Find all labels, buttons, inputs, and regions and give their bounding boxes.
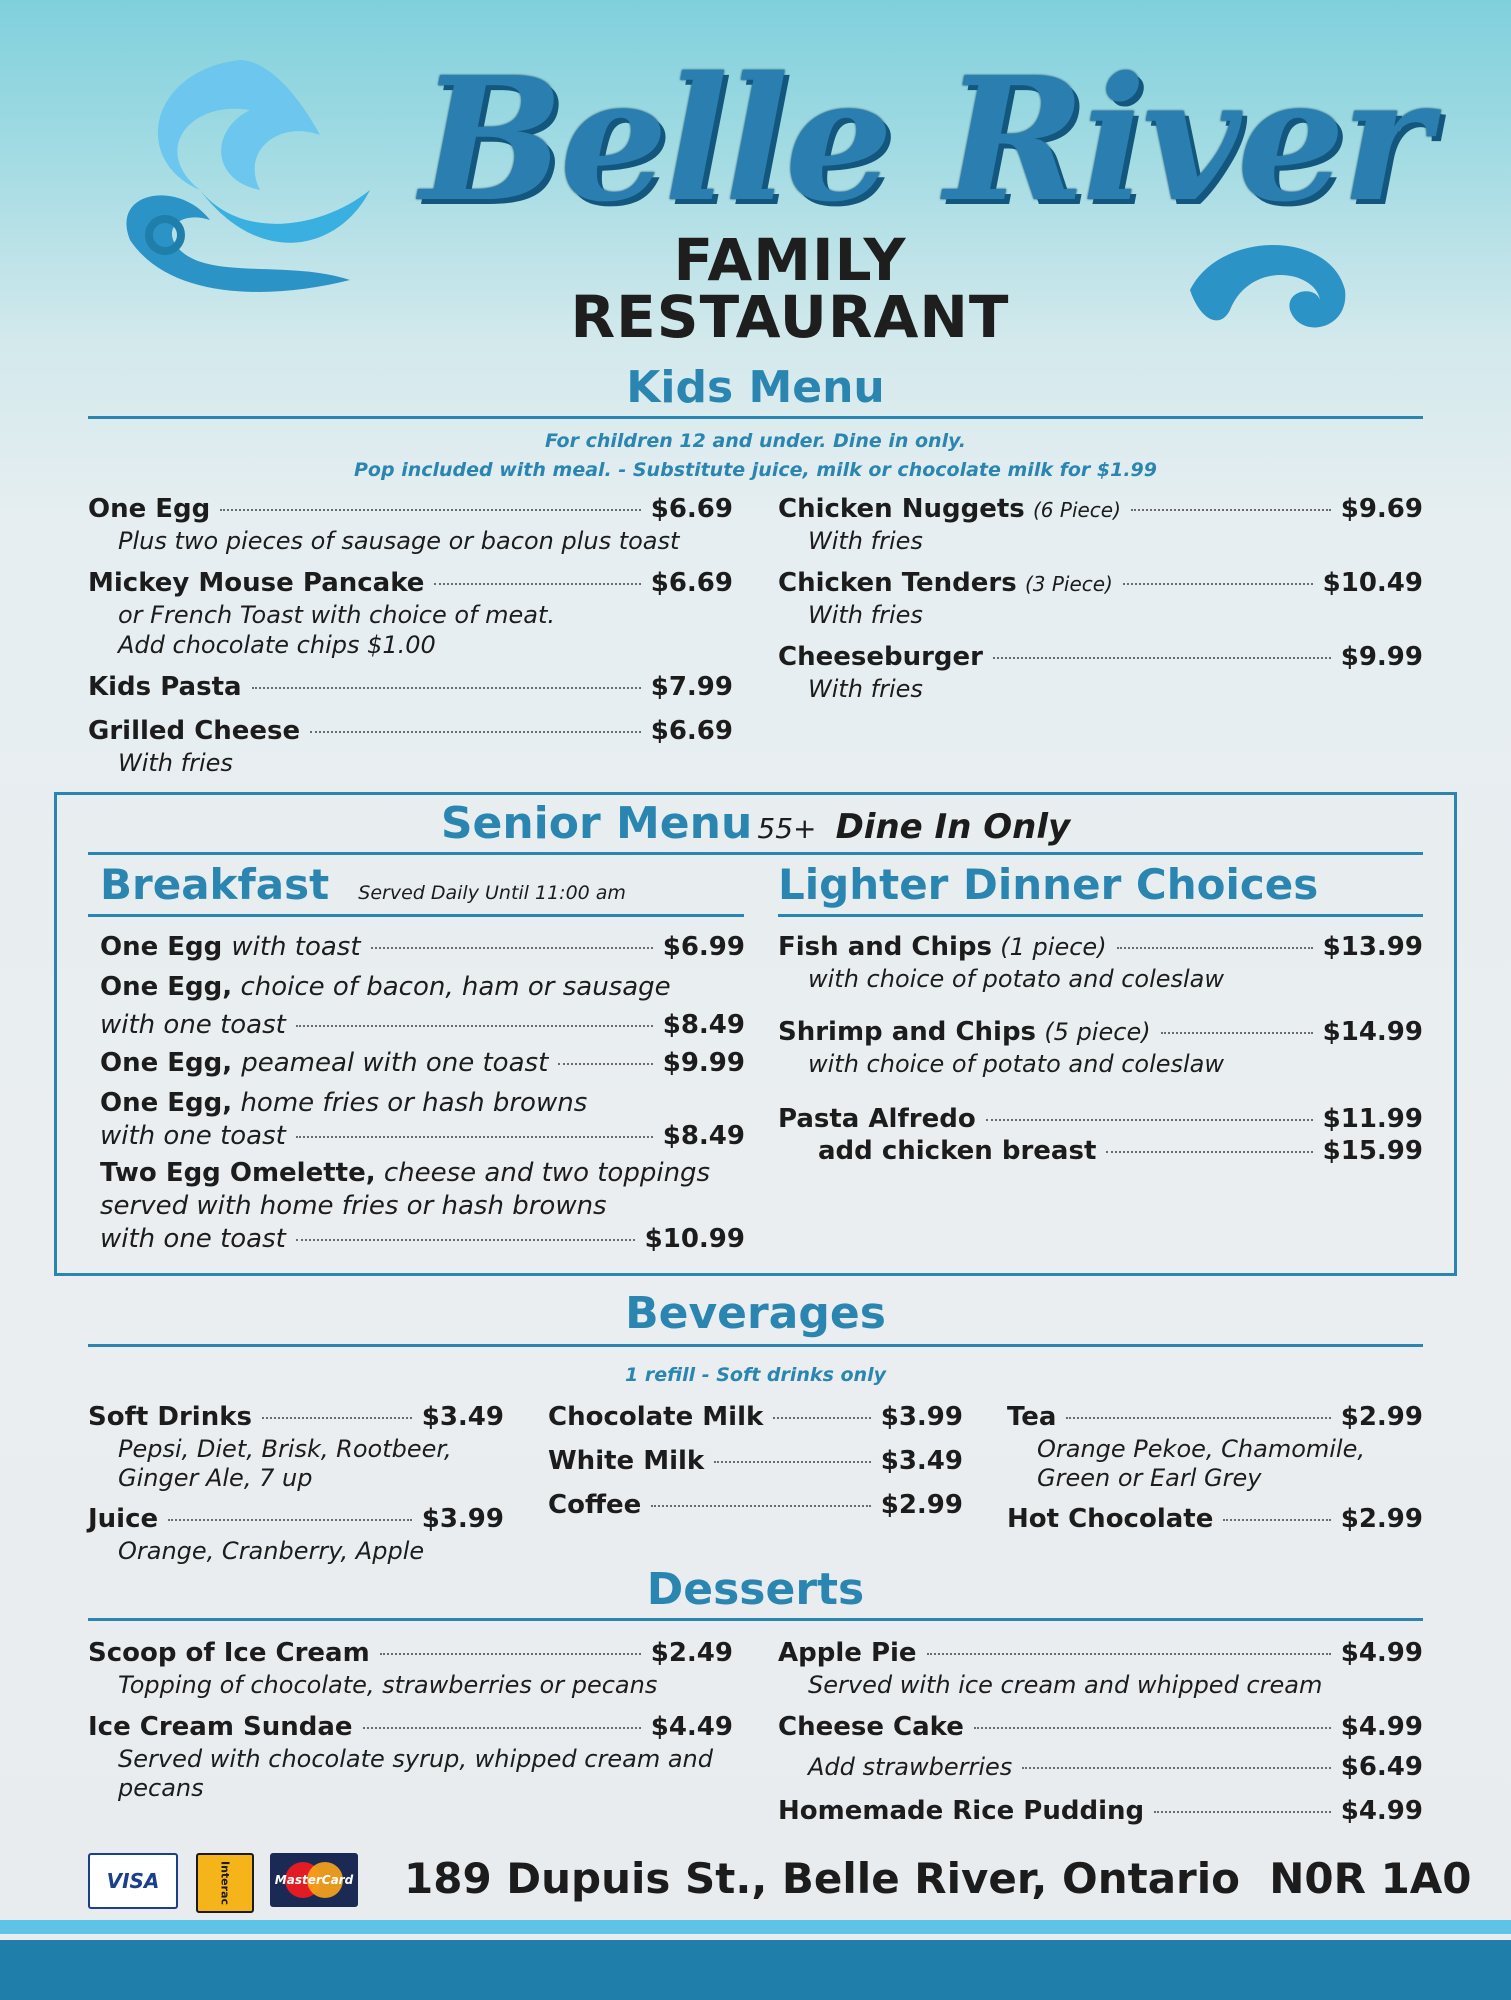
item-qty: (6 Piece) (1033, 498, 1121, 522)
item-name: Add strawberries (808, 1753, 1013, 1781)
item-description: With fries (118, 749, 233, 777)
bev-juice (88, 1504, 504, 1534)
item-price: $13.99 (1322, 932, 1423, 962)
item-price: $6.49 (1340, 1752, 1423, 1782)
item-description: Add chocolate chips $1.00 (118, 631, 436, 659)
item-description: Served with chocolate syrup, whipped cream and (118, 1745, 713, 1773)
senior-menu-rule (88, 852, 1423, 855)
item-description: With fries (808, 527, 923, 555)
item-description: Pepsi, Diet, Brisk, Rootbeer, (118, 1435, 452, 1463)
interac-card-icon: Interac (196, 1853, 254, 1913)
beverages-title: Beverages (625, 1288, 886, 1339)
wave-swirl-icon (90, 40, 450, 320)
dessert-sundae (88, 1712, 733, 1742)
item-name: Mickey Mouse Pancake (88, 568, 425, 598)
item-name: Shrimp and Chips (778, 1017, 1037, 1047)
item-price: $2.49 (650, 1638, 733, 1668)
item-price: $7.99 (650, 672, 733, 702)
item-price: $4.99 (1340, 1712, 1423, 1742)
leader-dots (296, 1239, 635, 1241)
item-name: Tea (1007, 1402, 1057, 1432)
kids-note-1: For children 12 and under. Dine in only. (545, 430, 966, 452)
item-name: Chocolate Milk (548, 1402, 764, 1432)
item-name: Pasta Alfredo (778, 1104, 976, 1134)
item-description: Plus two pieces of sausage or bacon plus toast (118, 527, 680, 555)
breakfast-item-one-egg-toast (100, 932, 745, 962)
bev-hot-chocolate (1007, 1504, 1423, 1534)
beverages-rule (88, 1344, 1423, 1347)
leader-dots (974, 1727, 1331, 1729)
item-price: $3.99 (880, 1402, 963, 1432)
bev-chocolate-milk (548, 1402, 963, 1432)
senior-dine-in: Dine In Only (835, 807, 1071, 847)
breakfast-item-omelette-line: Two Egg Omelette, cheese and two toppings (100, 1158, 711, 1188)
item-price: $8.49 (662, 1121, 745, 1151)
item-price: $2.99 (880, 1490, 963, 1520)
leader-dots (1161, 1032, 1313, 1034)
leader-dots (1066, 1417, 1330, 1419)
breakfast-item-omelette-line2: served with home fries or hash browns (100, 1191, 607, 1221)
leader-dots (371, 947, 653, 949)
logo-restaurant: RESTAURANT (570, 283, 1010, 351)
dessert-rice-pudding (778, 1796, 1423, 1826)
item-name: Apple Pie (778, 1638, 917, 1668)
leader-dots (310, 731, 641, 733)
leader-dots (993, 657, 1331, 659)
leader-dots (651, 1505, 870, 1507)
item-line2: with one toast (100, 1010, 286, 1040)
dinner-item-shrimp (778, 1017, 1423, 1047)
footer-band (0, 1940, 1511, 2000)
logo-script-title: Belle River (420, 40, 1427, 240)
item-description: or French Toast with choice of meat. (118, 601, 556, 629)
leader-dots (296, 1025, 653, 1027)
item-price: $2.99 (1340, 1402, 1423, 1432)
item-price: $4.99 (1340, 1638, 1423, 1668)
item-description: Orange Pekoe, Chamomile, (1037, 1435, 1365, 1463)
senior-menu-title: Senior Menu (440, 798, 753, 849)
item-price: $10.49 (1322, 568, 1423, 598)
leader-dots (363, 1727, 641, 1729)
bev-soft-drinks (88, 1402, 504, 1432)
leader-dots (714, 1461, 871, 1463)
item-price: $8.49 (662, 1010, 745, 1040)
wave-curl-right-icon (1180, 230, 1360, 350)
breakfast-served: Served Daily Until 11:00 am (358, 882, 626, 904)
item-name: Cheeseburger (778, 642, 983, 672)
desserts-title: Desserts (646, 1564, 865, 1615)
item-name: Coffee (548, 1490, 642, 1520)
leader-dots (1117, 947, 1313, 949)
item-price: $9.99 (662, 1048, 745, 1078)
item-price: $6.69 (650, 568, 733, 598)
breakfast-heading (100, 860, 626, 909)
item-name: One Egg, peameal with one toast (100, 1048, 549, 1078)
dinner-item-fish (778, 932, 1423, 962)
kids-item-cheeseburger (778, 642, 1423, 672)
item-qty: (5 piece) (1044, 1018, 1151, 1046)
leader-dots (927, 1653, 1331, 1655)
item-name: Grilled Cheese (88, 716, 301, 746)
item-price: $3.99 (421, 1504, 504, 1534)
leader-dots (434, 583, 640, 585)
item-name: Homemade Rice Pudding (778, 1796, 1145, 1826)
item-price: $9.69 (1340, 494, 1423, 524)
kids-menu-title: Kids Menu (626, 362, 885, 413)
footer-band-light (0, 1920, 1511, 1934)
leader-dots (1131, 509, 1331, 511)
item-price: $6.99 (662, 932, 745, 962)
beverages-note: 1 refill - Soft drinks only (625, 1364, 886, 1386)
kids-item-nuggets (778, 494, 1423, 524)
bev-white-milk (548, 1446, 963, 1476)
item-name: add chicken breast (818, 1136, 1097, 1166)
desserts-rule (88, 1618, 1423, 1621)
kids-item-one-egg (88, 494, 733, 524)
dinner-item-alfredo (778, 1104, 1423, 1134)
item-description: Ginger Ale, 7 up (118, 1464, 313, 1492)
item-name: Chicken Tenders (778, 568, 1017, 598)
item-description: With fries (808, 675, 923, 703)
leader-dots (1154, 1811, 1331, 1813)
leader-dots (1123, 583, 1313, 585)
item-name: Ice Cream Sundae (88, 1712, 353, 1742)
item-line3: with one toast (100, 1224, 286, 1254)
item-price: $11.99 (1322, 1104, 1423, 1134)
item-price: $9.99 (1340, 642, 1423, 672)
breakfast-rule (88, 914, 744, 917)
item-price: $3.49 (421, 1402, 504, 1432)
kids-note-2: Pop included with meal. - Substitute juice, milk or chocolate milk for $1.99 (354, 459, 1157, 481)
leader-dots (1022, 1767, 1330, 1769)
item-description: with choice of potato and coleslaw (808, 965, 1225, 993)
leader-dots (220, 509, 640, 511)
mastercard-icon: MasterCard (270, 1853, 358, 1907)
item-name: Juice (88, 1504, 159, 1534)
breakfast-item-homefries (100, 1121, 745, 1151)
kids-item-tenders (778, 568, 1423, 598)
item-name: Hot Chocolate (1007, 1504, 1214, 1534)
item-price: $14.99 (1322, 1017, 1423, 1047)
item-line2: with one toast (100, 1121, 286, 1151)
item-description: With fries (808, 601, 923, 629)
item-price: $2.99 (1340, 1504, 1423, 1534)
senior-menu-heading (0, 798, 1511, 849)
item-price: $6.69 (650, 494, 733, 524)
kids-item-mickey-pancake (88, 568, 733, 598)
item-name: Kids Pasta (88, 672, 242, 702)
item-name: Scoop of Ice Cream (88, 1638, 370, 1668)
leader-dots (252, 687, 641, 689)
item-name: One Egg with toast (100, 932, 361, 962)
dessert-apple-pie (778, 1638, 1423, 1668)
item-price: $15.99 (1322, 1136, 1423, 1166)
dessert-scoop (88, 1638, 733, 1668)
item-description: Orange, Cranberry, Apple (118, 1537, 425, 1565)
leader-dots (773, 1417, 870, 1419)
leader-dots (262, 1417, 412, 1419)
leader-dots (986, 1119, 1313, 1121)
senior-age: 55+ (757, 812, 817, 845)
item-name: White Milk (548, 1446, 705, 1476)
breakfast-item-homefries-line: One Egg, home fries or hash browns (100, 1088, 588, 1118)
item-description: Green or Earl Grey (1037, 1464, 1262, 1492)
breakfast-item-omelette (100, 1224, 745, 1254)
leader-dots (168, 1519, 412, 1521)
item-name: Cheese Cake (778, 1712, 964, 1742)
item-name: Chicken Nuggets (778, 494, 1025, 524)
leader-dots (558, 1063, 652, 1065)
address: 189 Dupuis St., Belle River, Ontario N0R 1A0 (404, 1854, 1472, 1903)
dinner-item-chicken-breast (818, 1136, 1423, 1166)
item-price: $3.49 (880, 1446, 963, 1476)
item-qty: (1 piece) (1000, 933, 1107, 961)
item-description: with choice of potato and coleslaw (808, 1050, 1225, 1078)
item-price: $10.99 (644, 1224, 745, 1254)
breakfast-title: Breakfast (100, 860, 330, 909)
item-name: One Egg (88, 494, 211, 524)
item-description: pecans (118, 1774, 204, 1802)
item-description: Served with ice cream and whipped cream (808, 1671, 1323, 1699)
leader-dots (1106, 1151, 1312, 1153)
breakfast-item-meat-line: One Egg, choice of bacon, ham or sausage (100, 972, 671, 1002)
item-qty: (3 Piece) (1024, 572, 1113, 596)
leader-dots (1223, 1519, 1330, 1521)
item-price: $6.69 (650, 716, 733, 746)
item-name: Soft Drinks (88, 1402, 252, 1432)
dessert-cheese-cake (778, 1712, 1423, 1742)
dinner-rule (778, 914, 1423, 917)
item-name: Fish and Chips (778, 932, 993, 962)
item-description: Topping of chocolate, strawberries or pecans (118, 1671, 658, 1699)
bev-coffee (548, 1490, 963, 1520)
item-price: $4.49 (650, 1712, 733, 1742)
breakfast-item-meat (100, 1010, 745, 1040)
kids-item-pasta (88, 672, 733, 702)
kids-menu-rule (88, 416, 1423, 419)
breakfast-item-peameal (100, 1048, 745, 1078)
dessert-add-strawberries (808, 1752, 1423, 1782)
bev-tea (1007, 1402, 1423, 1432)
kids-item-grilled-cheese (88, 716, 733, 746)
dinner-title: Lighter Dinner Choices (778, 860, 1319, 909)
visa-card-icon: VISA (88, 1853, 178, 1909)
leader-dots (380, 1653, 641, 1655)
leader-dots (296, 1136, 653, 1138)
logo-family: FAMILY (673, 226, 907, 294)
item-price: $4.99 (1340, 1796, 1423, 1826)
